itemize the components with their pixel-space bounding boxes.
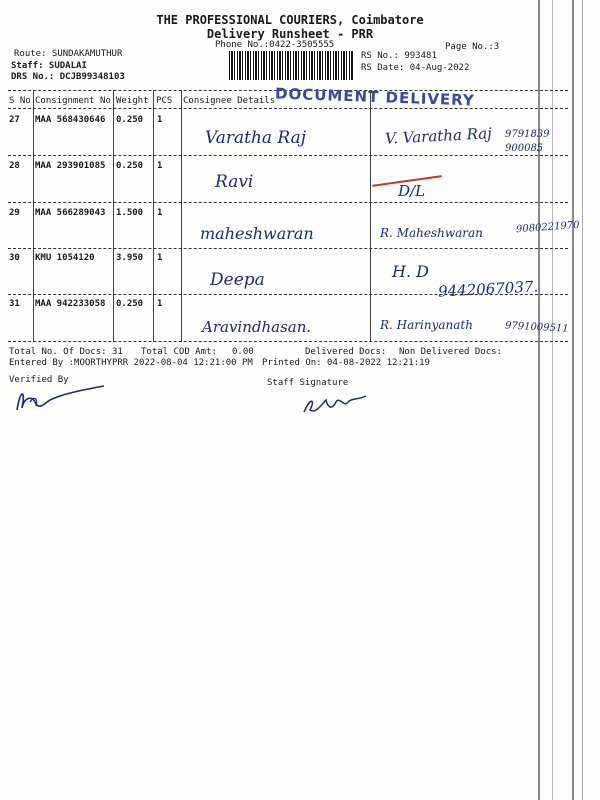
- row-rule: [8, 155, 568, 156]
- staff: Staff: SUDALAI: [11, 61, 87, 71]
- scan-edge: [582, 0, 583, 800]
- col-divider: [370, 90, 371, 342]
- route: Route: SUNDAKAMUTHUR: [14, 49, 123, 59]
- row-weight: 3.950: [116, 253, 144, 263]
- row-sno: 28: [9, 161, 20, 171]
- row-weight: 0.250: [116, 161, 144, 171]
- delivered-docs: Delivered Docs:: [305, 347, 387, 357]
- handwritten-phone: 9080221970: [515, 219, 580, 236]
- row-sno: 30: [9, 253, 20, 263]
- row-pcs: 1: [157, 161, 163, 171]
- row-pcs: 1: [157, 299, 163, 309]
- non-delivered-docs: Non Delivered Docs:: [399, 347, 502, 357]
- scan-edge: [572, 0, 574, 800]
- row-weight: 0.250: [116, 115, 144, 125]
- handwritten-signature: V. Varatha Raj: [384, 124, 493, 148]
- verifier-signature: [12, 380, 112, 420]
- row-rule: [8, 202, 568, 203]
- handwritten-signature: R. Maheshwaran: [380, 226, 483, 240]
- document-title: Delivery Runsheet - PRR: [206, 27, 374, 41]
- rs-number: RS No.: 993481: [361, 51, 437, 61]
- row-pcs: 1: [157, 208, 163, 218]
- row-consignment: MAA 566289043: [35, 208, 106, 218]
- handwritten-phone: 9442067037.: [437, 277, 539, 301]
- rs-date: RS Date: 04-Aug-2022: [361, 63, 470, 73]
- total-cod-value: 0.00: [232, 347, 254, 357]
- page-number: Page No.:3: [445, 42, 500, 52]
- total-cod-label: Total COD Amt:: [141, 347, 217, 357]
- col-divider: [33, 90, 34, 342]
- printed-on: Printed On: 04-08-2022 12:21:19: [262, 358, 430, 368]
- col-header-weight: Weight: [116, 96, 149, 106]
- company-title: THE PROFESSIONAL COURIERS, Coimbatore: [156, 13, 424, 27]
- col-header-pcs: PCS: [156, 96, 173, 106]
- handwritten-name: Deepa: [210, 270, 265, 290]
- scan-edge: [538, 0, 540, 800]
- row-sno: 31: [9, 299, 20, 309]
- row-sno: 29: [9, 208, 20, 218]
- row-weight: 0.250: [116, 299, 144, 309]
- col-divider: [181, 90, 182, 342]
- scan-edge: [552, 0, 553, 800]
- verified-by-label: Verified By: [9, 375, 69, 385]
- row-consignment: MAA 568430646: [35, 115, 106, 125]
- entered-by: Entered By :MOORTHYPRR 2022-08-04 12:21:00 PM: [9, 358, 253, 368]
- handwritten-signature: R. Harinyanath: [380, 318, 473, 332]
- staff-signature-label: Staff Signature: [267, 378, 349, 388]
- header-bottom-rule: [8, 108, 568, 109]
- barcode: [229, 51, 353, 80]
- handwritten-name: maheshwaran: [200, 224, 314, 243]
- total-docs: Total No. Of Docs: 31: [9, 347, 123, 357]
- col-header-consignee: Consignee Details: [183, 96, 276, 106]
- row-consignment: KMU 1054120: [35, 253, 95, 263]
- handwritten-name: Varatha Raj: [205, 128, 307, 148]
- row-pcs: 1: [157, 253, 163, 263]
- table-bottom-rule: [8, 341, 568, 342]
- staff-signature: [300, 388, 370, 420]
- col-divider: [113, 90, 114, 342]
- row-pcs: 1: [157, 115, 163, 125]
- handwritten-phone: 9791839 900085: [505, 129, 550, 154]
- row-consignment: MAA 942233058: [35, 299, 106, 309]
- row-weight: 1.500: [116, 208, 144, 218]
- row-sno: 27: [9, 115, 20, 125]
- handwritten-phone: 9791009511: [504, 320, 569, 335]
- row-consignment: MAA 293901085: [35, 161, 106, 171]
- handwritten-name: Ravi: [215, 172, 254, 192]
- drs-number: DRS No.: DCJB99348103: [11, 72, 125, 82]
- handwritten-signature: D/L: [398, 182, 426, 200]
- col-header-sno: S No: [9, 96, 31, 106]
- row-rule: [8, 294, 568, 295]
- row-rule: [8, 248, 568, 249]
- phone-number: Phone No.:0422-3505555: [215, 40, 335, 50]
- handwritten-signature: H. D: [392, 262, 429, 281]
- col-header-consignment: Consignment No: [35, 96, 111, 106]
- document-delivery-stamp: DOCUMENT DELIVERY: [274, 84, 476, 110]
- col-divider: [153, 90, 154, 342]
- handwritten-name: Aravindhasan.: [202, 318, 312, 336]
